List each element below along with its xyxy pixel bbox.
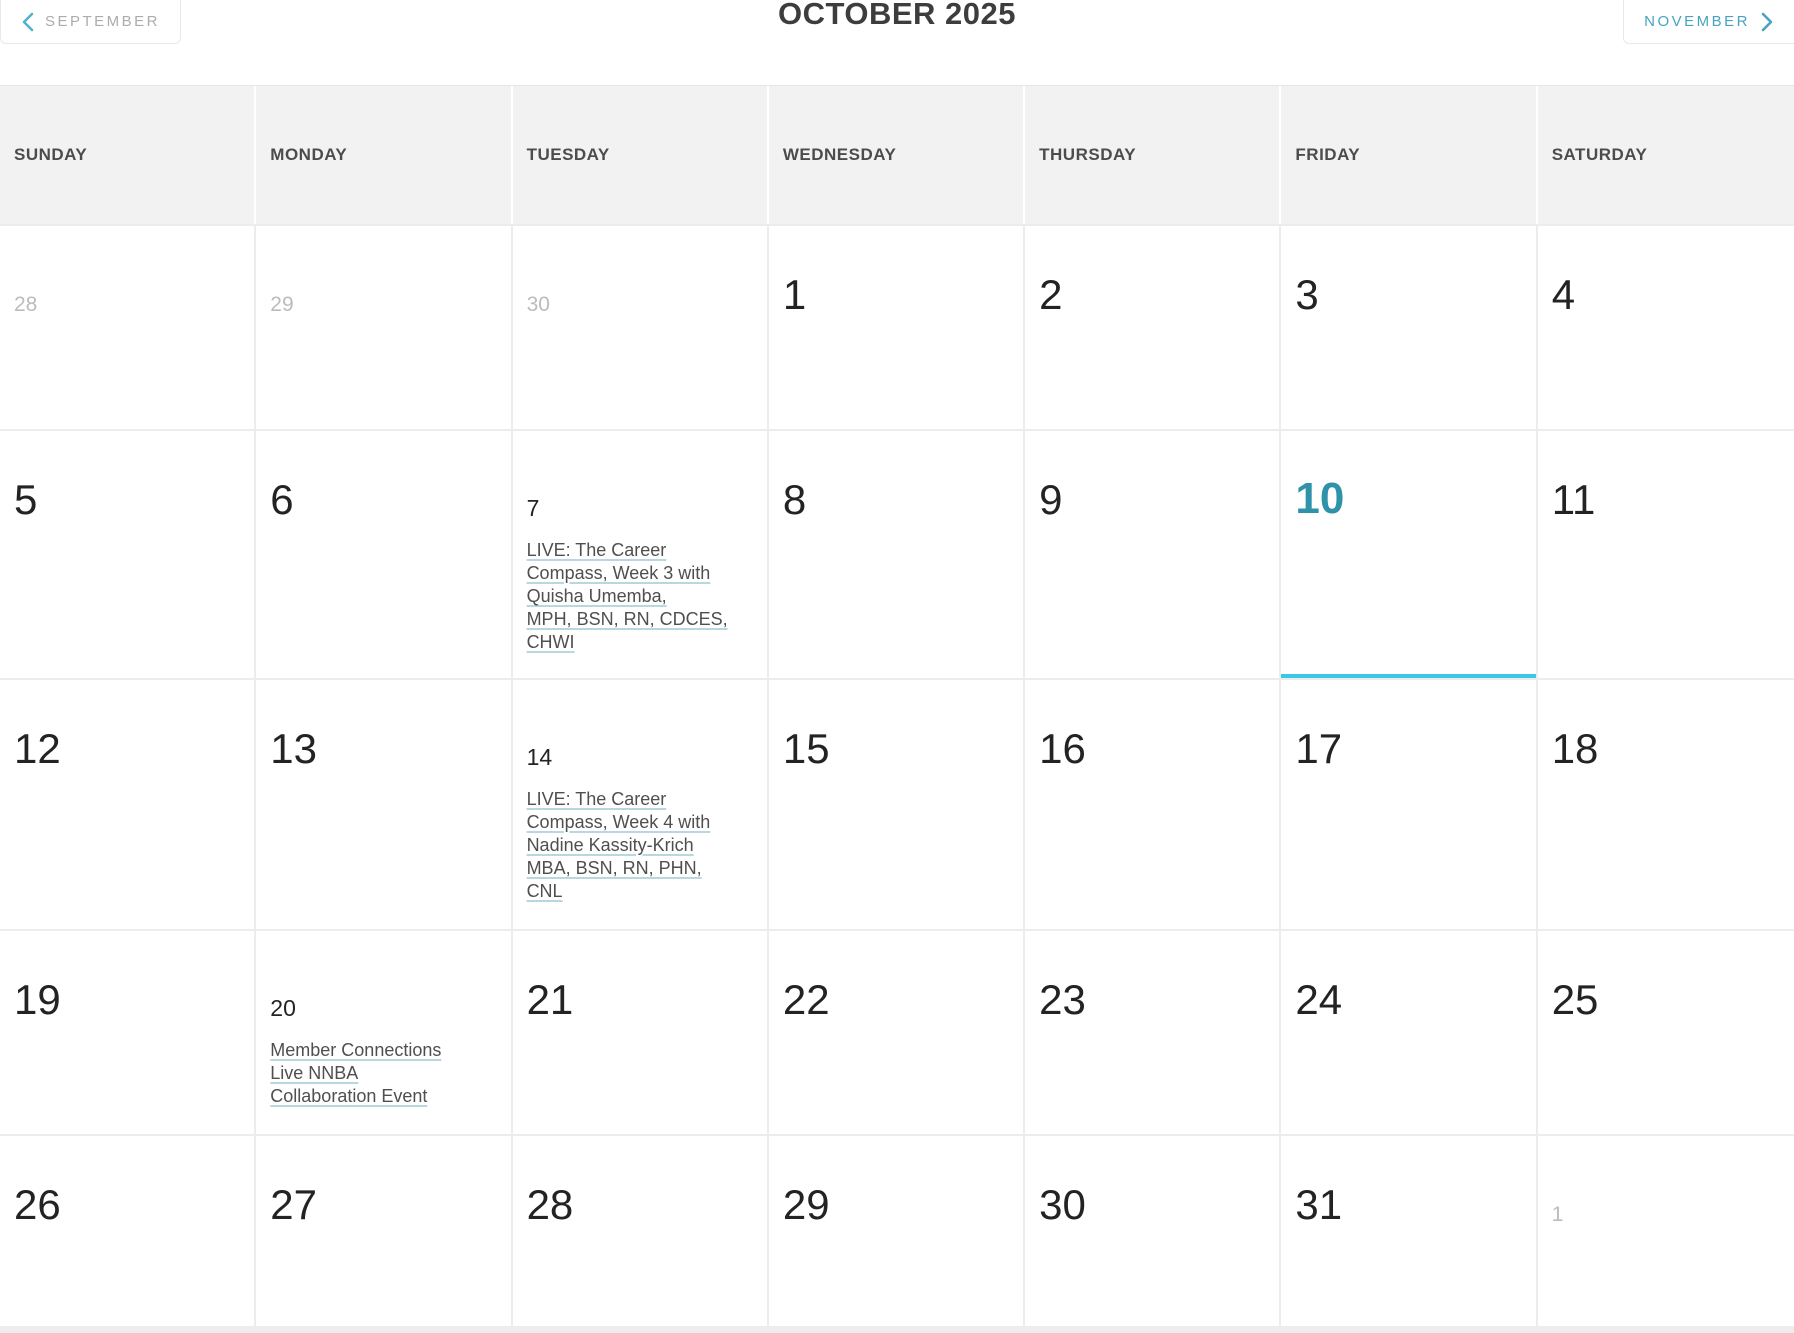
- event-link[interactable]: [527, 539, 754, 654]
- date-number: 1: [1551, 1203, 1564, 1226]
- event-link-line[interactable]: MBA, BSN, RN, PHN,: [526, 858, 702, 878]
- event-link[interactable]: [527, 788, 754, 903]
- date-number: 14: [526, 744, 553, 770]
- event-link-line[interactable]: Compass, Week 3 with: [526, 563, 711, 583]
- day-cell[interactable]: [256, 1134, 512, 1333]
- date-number: 21: [526, 976, 574, 1023]
- event-link-line[interactable]: Nadine Kassity-Krich: [526, 835, 694, 855]
- date-number: 25: [1551, 976, 1599, 1023]
- event-link[interactable]: [270, 1039, 497, 1108]
- weekday-header-thursday: THURSDAY: [1025, 86, 1281, 224]
- weekday-header-friday: FRIDAY: [1281, 86, 1537, 224]
- date-number: 10: [1295, 474, 1345, 523]
- date-number: 2: [1039, 271, 1063, 318]
- date-number: 30: [1039, 1181, 1086, 1228]
- event-link-line[interactable]: CNL: [526, 881, 563, 901]
- event-link-line[interactable]: Collaboration Event: [270, 1086, 428, 1106]
- date-number: 29: [270, 293, 294, 316]
- day-cell[interactable]: [1025, 429, 1281, 678]
- day-cell[interactable]: [256, 929, 512, 1134]
- calendar-header: [0, 0, 1794, 85]
- day-cell[interactable]: [256, 224, 512, 429]
- next-month-label: NOVEMBER: [1644, 13, 1750, 30]
- event-link-line[interactable]: LIVE: The Career: [526, 789, 667, 809]
- event-link-line[interactable]: Compass, Week 4 with: [526, 812, 711, 832]
- day-cell[interactable]: [513, 224, 769, 429]
- date-number: 5: [14, 476, 38, 523]
- event-link-line[interactable]: Member Connections: [270, 1040, 442, 1060]
- day-cell[interactable]: [0, 429, 256, 678]
- event-link-line[interactable]: CHWI: [526, 632, 575, 652]
- date-number: 3: [1295, 271, 1319, 318]
- date-number: 8: [782, 476, 807, 523]
- date-number: 26: [14, 1181, 61, 1228]
- date-number: 30: [526, 293, 550, 316]
- day-cell[interactable]: [1025, 1134, 1281, 1333]
- calendar-title: OCTOBER 2025: [777, 0, 1017, 31]
- day-cell[interactable]: [1538, 929, 1794, 1134]
- day-cell[interactable]: [1025, 224, 1281, 429]
- weekday-header-saturday: SATURDAY: [1538, 86, 1794, 224]
- date-number: 19: [14, 976, 61, 1023]
- next-month-button[interactable]: [1623, 0, 1794, 44]
- date-number: 17: [1295, 725, 1343, 772]
- day-cell[interactable]: [513, 929, 769, 1134]
- date-number: 18: [1551, 725, 1599, 772]
- day-cell[interactable]: [1281, 1134, 1537, 1333]
- date-number: 9: [1039, 476, 1063, 523]
- date-number: 24: [1295, 976, 1343, 1023]
- day-cell[interactable]: [0, 929, 256, 1134]
- day-cell[interactable]: [1281, 929, 1537, 1134]
- date-number: 12: [14, 725, 61, 772]
- day-cell[interactable]: [769, 224, 1025, 429]
- date-number: 4: [1551, 271, 1576, 318]
- event-link-line[interactable]: MPH, BSN, RN, CDCES,: [526, 609, 728, 629]
- event-link-line[interactable]: Quisha Umemba,: [526, 586, 667, 606]
- weekday-header-monday: MONDAY: [256, 86, 512, 224]
- calendar-grid: [0, 85, 1794, 1333]
- chevron-right-icon: [1761, 12, 1774, 32]
- date-number: 16: [1039, 725, 1086, 772]
- date-number: 7: [526, 495, 540, 521]
- weekday-header-sunday: SUNDAY: [0, 86, 256, 224]
- day-cell[interactable]: [513, 1134, 769, 1333]
- day-cell[interactable]: [1025, 678, 1281, 929]
- date-number: 20: [270, 995, 296, 1021]
- date-number: 6: [270, 476, 294, 523]
- date-number: 23: [1039, 976, 1086, 1023]
- day-cell[interactable]: [256, 678, 512, 929]
- day-cell-today[interactable]: [1281, 429, 1537, 678]
- date-number: 31: [1295, 1181, 1343, 1228]
- day-cell[interactable]: [1538, 1134, 1794, 1333]
- date-number: 22: [782, 976, 830, 1023]
- day-cell[interactable]: [0, 678, 256, 929]
- date-number: 13: [270, 725, 317, 772]
- day-cell[interactable]: [1538, 678, 1794, 929]
- calendar-bottom-edge: [0, 1326, 1794, 1333]
- day-cell[interactable]: [769, 1134, 1025, 1333]
- prev-month-button[interactable]: [0, 0, 181, 44]
- date-number: 15: [782, 725, 830, 772]
- weekday-header-wednesday: WEDNESDAY: [769, 86, 1025, 224]
- weekday-header-tuesday: TUESDAY: [513, 86, 769, 224]
- date-number: 28: [526, 1181, 574, 1228]
- event-link-line[interactable]: LIVE: The Career: [526, 540, 667, 560]
- day-cell[interactable]: [513, 429, 769, 678]
- date-number: 1: [782, 271, 807, 318]
- day-cell[interactable]: [769, 678, 1025, 929]
- day-cell[interactable]: [769, 929, 1025, 1134]
- day-cell[interactable]: [0, 1134, 256, 1333]
- day-cell[interactable]: [1025, 929, 1281, 1134]
- event-link-line[interactable]: Live NNBA: [270, 1063, 359, 1083]
- day-cell[interactable]: [769, 429, 1025, 678]
- day-cell[interactable]: [256, 429, 512, 678]
- date-number: 27: [270, 1181, 317, 1228]
- day-cell[interactable]: [0, 224, 256, 429]
- date-number: 29: [782, 1181, 830, 1228]
- date-number: 28: [14, 293, 38, 316]
- date-number: 11: [1551, 476, 1596, 523]
- day-cell[interactable]: [1538, 429, 1794, 678]
- prev-month-label: SEPTEMBER: [45, 13, 161, 30]
- day-cell[interactable]: [1281, 678, 1537, 929]
- day-cell[interactable]: [1281, 224, 1537, 429]
- day-cell[interactable]: [1538, 224, 1794, 429]
- chevron-left-icon: [21, 12, 34, 32]
- day-cell[interactable]: [513, 678, 769, 929]
